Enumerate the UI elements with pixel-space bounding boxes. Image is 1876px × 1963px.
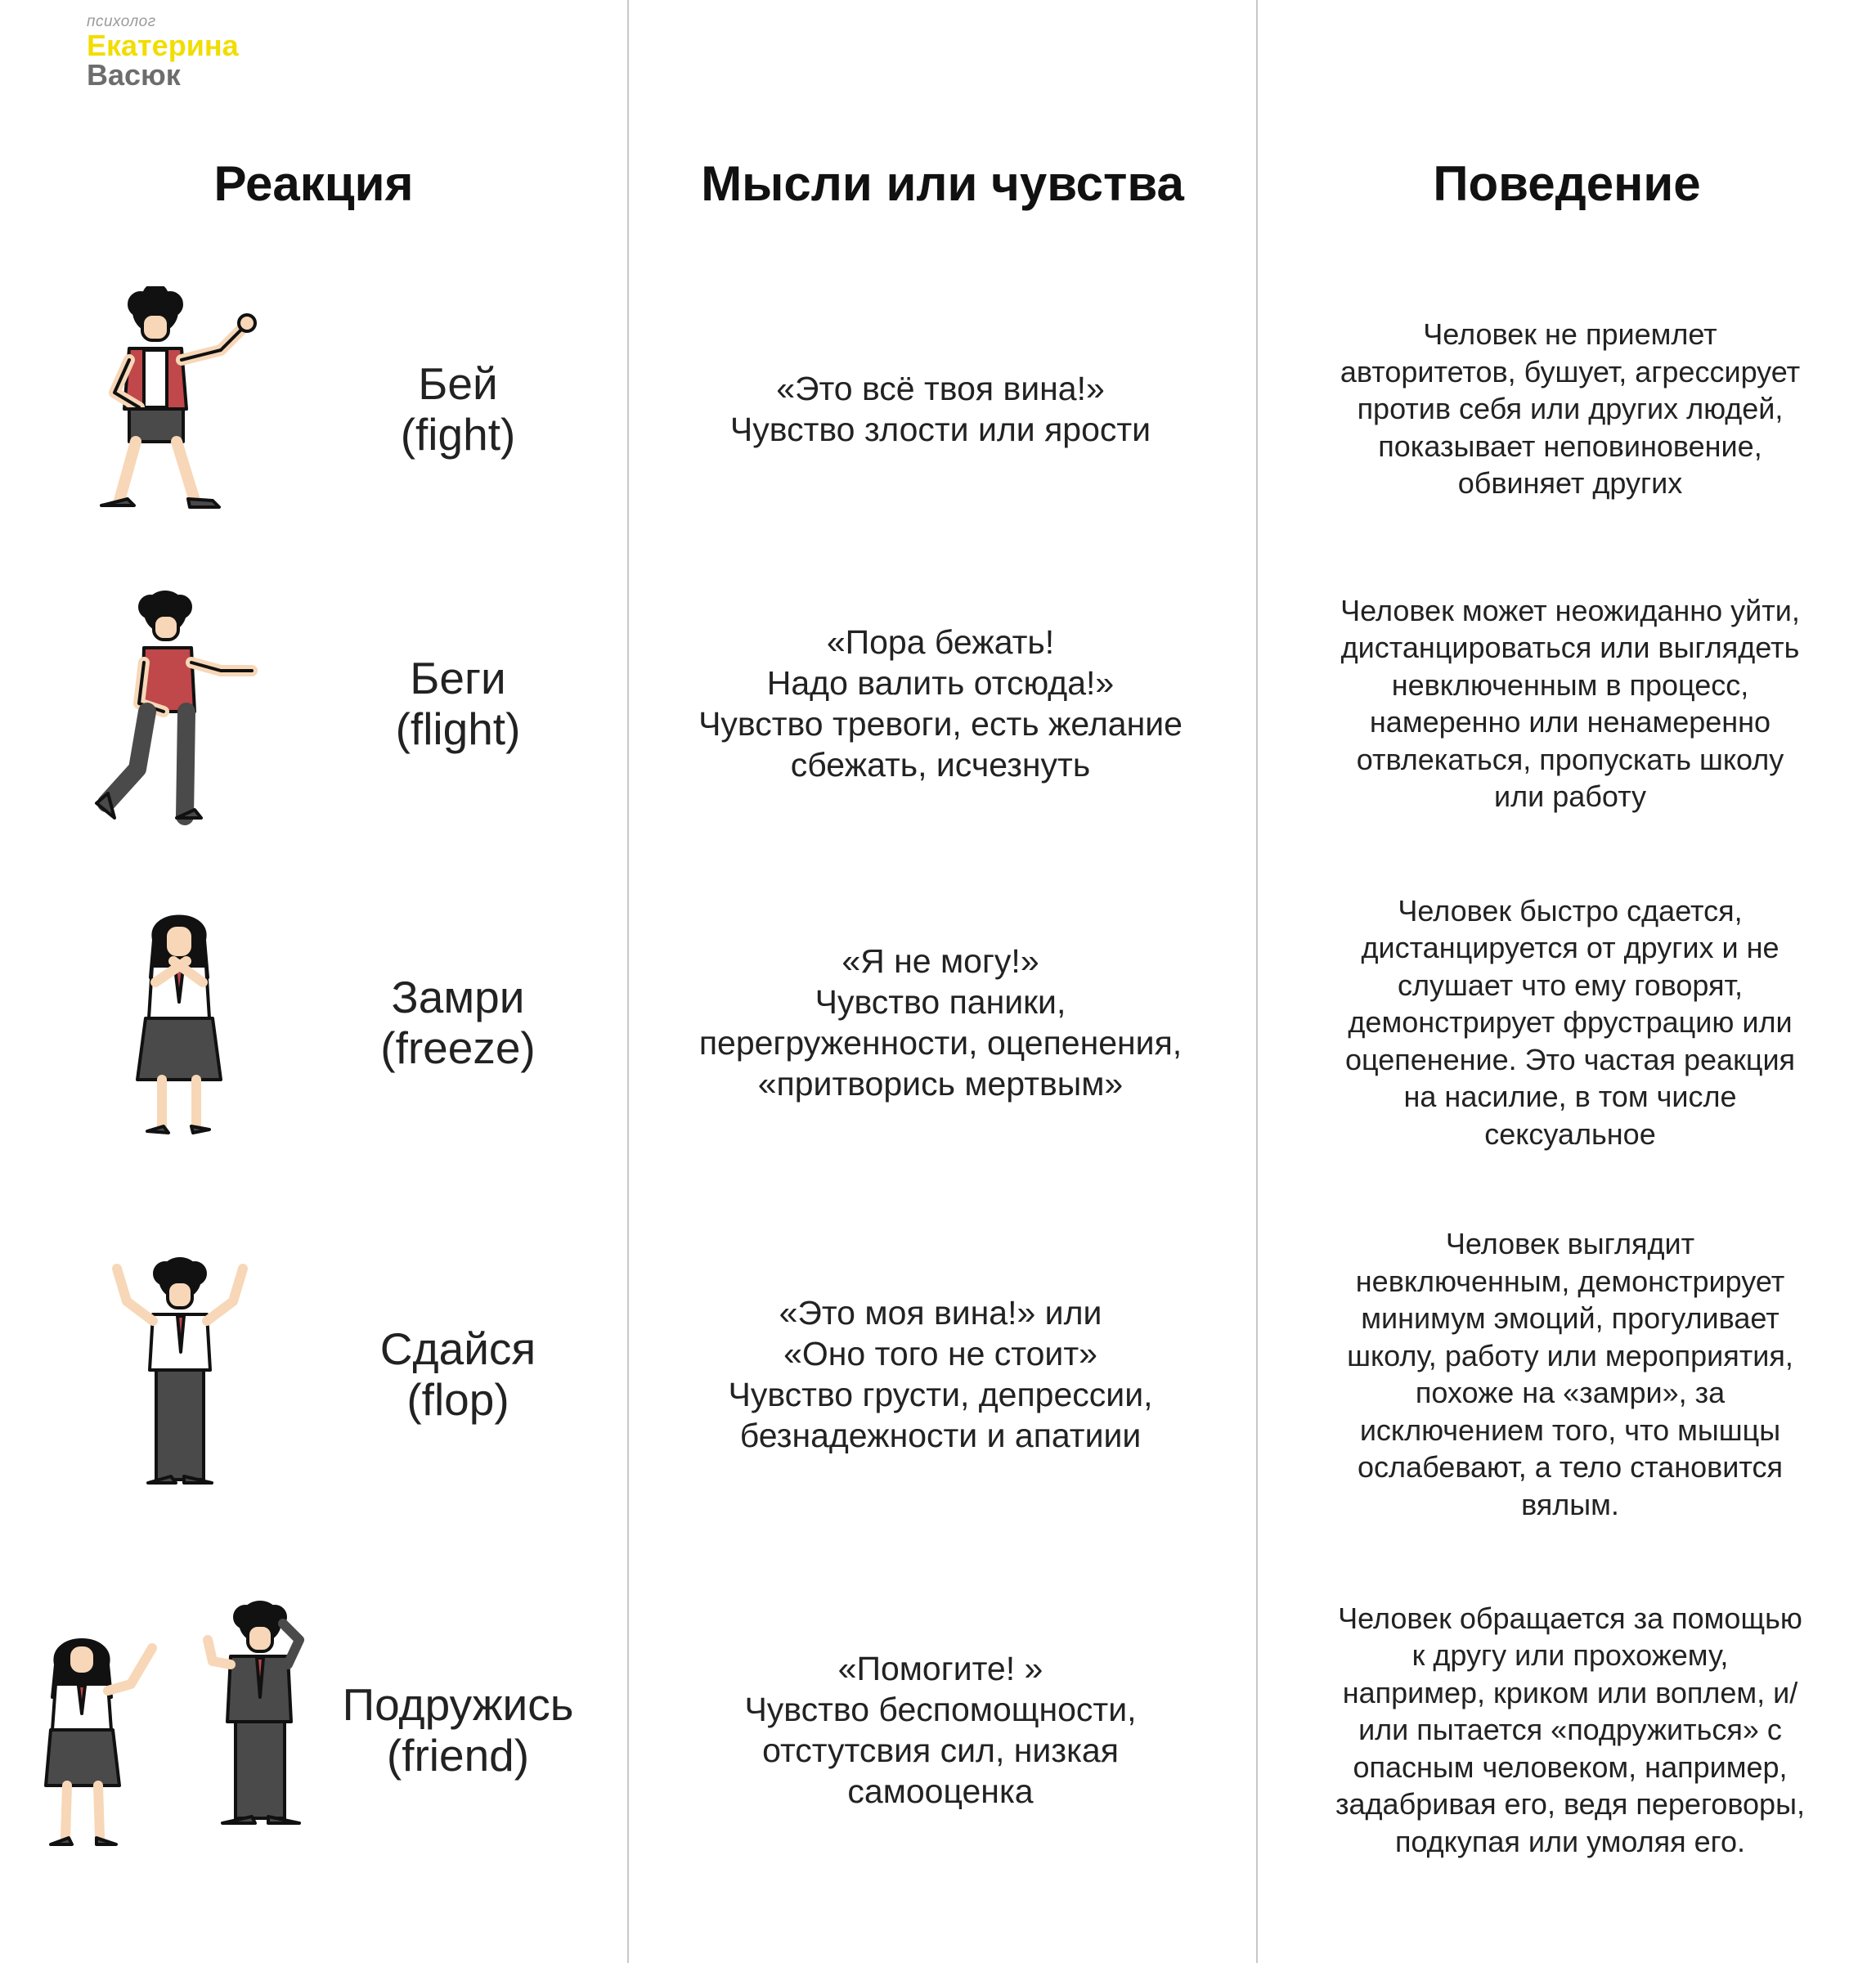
reaction-label-fight: Бей (fight) bbox=[400, 358, 516, 460]
reaction-label-friend: Подружись (friend) bbox=[342, 1679, 574, 1781]
header-reaction: Реакция bbox=[213, 156, 414, 211]
surrendering-person-icon bbox=[102, 1256, 258, 1493]
reaction-row-friend bbox=[0, 1595, 1876, 1865]
reaction-row-flight bbox=[0, 581, 1876, 826]
brand-subtitle: психолог bbox=[87, 13, 156, 30]
behavior-text-friend: Человек обращается за помощью к другу или прохожему, например, криком или воплем, и/ или пытается «подружиться» с опасным человеком, например, задабривая его, ведя переговоры, подкупая или умоляя его. bbox=[1335, 1601, 1805, 1858]
behavior-text-flop: Человек выглядит невключенным, демонстрирует минимум эмоций, прогуливает школу, работу или мероприятия, похоже на «замри», за исключением того, что мышцы ослабевают, а тело становится вялым. bbox=[1347, 1227, 1793, 1521]
fighting-person-icon bbox=[90, 286, 270, 515]
reaction-row-freeze bbox=[0, 893, 1876, 1151]
thought-text-friend: «Помогите! » Чувство беспомощности, отстутсвия сил, низкая самооценка bbox=[744, 1650, 1137, 1810]
thought-text-flop: «Это моя вина!» или «Оно того не стоит» Чувство грусти, депрессии, безнадежности и апатиии bbox=[728, 1294, 1153, 1454]
reaction-row-fight bbox=[0, 286, 1876, 532]
reaction-label-flight: Беги (flight) bbox=[395, 653, 521, 754]
reaction-label-flop: Сдайся (flop) bbox=[379, 1323, 536, 1425]
brand-logo bbox=[87, 13, 239, 90]
behavior-text-fight: Человек не приемлет авторитетов, бушует, агрессирует против себя или других людей, показывает неповиновение, обвиняет других bbox=[1340, 317, 1801, 501]
brand-last-name: Васюк bbox=[87, 58, 181, 92]
frozen-girl-icon bbox=[123, 904, 237, 1141]
behavior-text-freeze: Человек быстро сдается, дистанцируется от других и не слушает что ему говорят, демонстрирует фрустрацию или оцепенение. Это частая реакция на насилие, в том числе сексуальное bbox=[1344, 893, 1796, 1151]
reaction-label-freeze: Замри (freeze) bbox=[380, 972, 536, 1073]
running-person-icon bbox=[90, 589, 270, 826]
brand-first-name: Екатерина bbox=[87, 29, 239, 62]
reaction-row-flop bbox=[0, 1227, 1876, 1521]
thought-text-fight: «Это всё твоя вина!» Чувство злости или ярости bbox=[729, 370, 1151, 448]
behavior-text-flight: Человек может неожиданно уйти, дистанцироваться или выглядеть невключенным в процесс, намеренно или ненамеренно отвлекаться, пропускать школу или работу bbox=[1340, 593, 1800, 813]
header-thoughts: Мысли или чувства bbox=[701, 156, 1184, 211]
header-behavior: Поведение bbox=[1433, 156, 1701, 211]
waving-pair-icon bbox=[41, 1599, 319, 1861]
thought-text-flight: «Пора бежать! Надо валить отсюда!» Чувство тревоги, есть желание сбежать, исчезнуть bbox=[698, 623, 1183, 784]
thought-text-freeze: «Я не могу!» Чувство паники, перегруженности, оцепенения, «притворись мертвым» bbox=[698, 942, 1183, 1103]
